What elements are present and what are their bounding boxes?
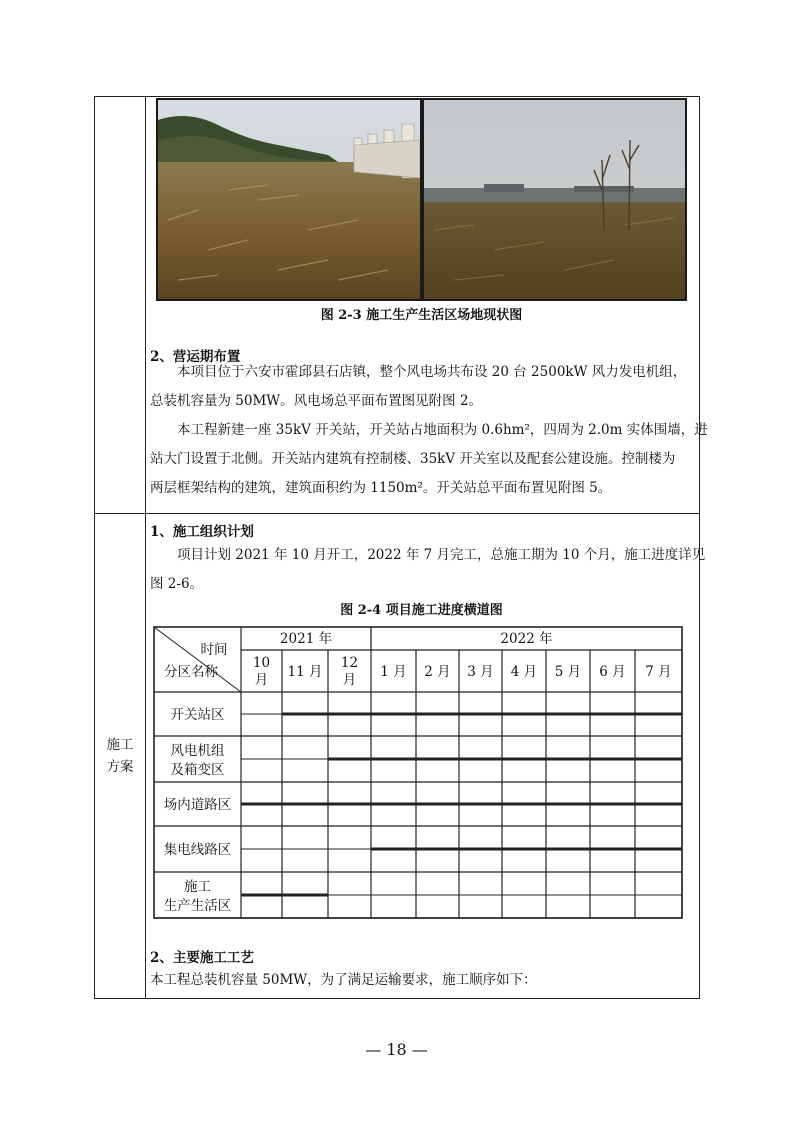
row-label: 开关站区 bbox=[170, 707, 225, 723]
year-label: 2021 年 bbox=[279, 631, 333, 647]
corner-diagonal bbox=[154, 627, 241, 692]
month-label: 4 月 bbox=[510, 664, 538, 680]
row-label: 风电机组 bbox=[170, 743, 225, 759]
process-heading: 2、主要施工工艺 bbox=[150, 950, 254, 966]
figure-2-3-caption: 图 2-3 施工生产生活区场地现状图 bbox=[320, 308, 523, 323]
month-label: 5 月 bbox=[554, 664, 582, 680]
text-line: 本工程总装机容量 50MW，为了满足运输要求，施工顺序如下： bbox=[150, 972, 537, 988]
gantt-svg bbox=[153, 626, 689, 920]
text-line: 两层框架结构的建筑，建筑面积约为 1150m²。开关站总平面布置见附图 5。 bbox=[150, 480, 612, 496]
side-label bbox=[96, 734, 144, 778]
text-line: 本工程新建一座 35kV 开关站，开关站占地面积为 0.6hm²，四周为 2.0m 实体围墙，进 bbox=[177, 422, 708, 438]
month-label: 11 月 bbox=[287, 664, 323, 680]
text-line: 本项目位于六安市霍邱县石店镇，整个风电场共布设 20 台 2500kW 风力发电机组， bbox=[177, 364, 687, 380]
month-label: 3 月 bbox=[467, 664, 494, 680]
corner-zone-label: 分区名称 bbox=[164, 664, 218, 680]
construction-heading: 1、施工组织计划 bbox=[150, 524, 254, 540]
text-line: 站大门设置于北侧。开关站内建筑有控制楼、35kV 开关室以及配套公建设施。控制楼为 bbox=[150, 451, 676, 467]
row-label: 集电线路区 bbox=[163, 842, 232, 858]
month-label: 10 bbox=[252, 655, 271, 671]
row-label: 生产生活区 bbox=[163, 898, 232, 914]
row-label: 场内道路区 bbox=[163, 797, 232, 813]
figure-2-4-caption: 图 2-4 项目施工进度横道图 bbox=[340, 603, 503, 618]
column-divider bbox=[145, 96, 146, 999]
photo-site-left bbox=[158, 100, 420, 299]
month-label: 6 月 bbox=[599, 664, 626, 680]
page-number: — 18 — bbox=[365, 1040, 428, 1059]
month-label: 1 月 bbox=[380, 664, 407, 680]
side-label-line: 施工 bbox=[106, 737, 134, 753]
photo-site-right bbox=[424, 100, 685, 299]
month-label: 7 月 bbox=[645, 664, 672, 680]
year-label: 2022 年 bbox=[500, 631, 553, 647]
construction-paragraph bbox=[150, 541, 706, 599]
photo-panel bbox=[156, 98, 687, 301]
month-label: 2 月 bbox=[424, 664, 451, 680]
operation-paragraph bbox=[150, 358, 708, 503]
operation-heading: 2、营运期布置 bbox=[150, 349, 241, 365]
row-divider bbox=[94, 513, 700, 514]
side-label-line: 方案 bbox=[106, 759, 134, 775]
month-label: 月 bbox=[342, 672, 357, 688]
gantt-chart bbox=[153, 626, 689, 924]
text-line: 总装机容量为 50MW。风电场总平面布置图见附图 2。 bbox=[150, 393, 483, 409]
text-line: 图 2-6。 bbox=[150, 576, 204, 592]
row-label: 及箱变区 bbox=[170, 762, 225, 778]
process-paragraph bbox=[150, 966, 693, 995]
month-label: 12 bbox=[340, 655, 359, 671]
corner-time-label: 时间 bbox=[200, 642, 228, 658]
row-label: 施工 bbox=[184, 879, 211, 895]
month-label: 月 bbox=[254, 672, 269, 688]
text-line: 项目计划 2021 年 10 月开工，2022 年 7 月完工，总施工期为 10 个月，施工进度详见 bbox=[177, 547, 706, 563]
